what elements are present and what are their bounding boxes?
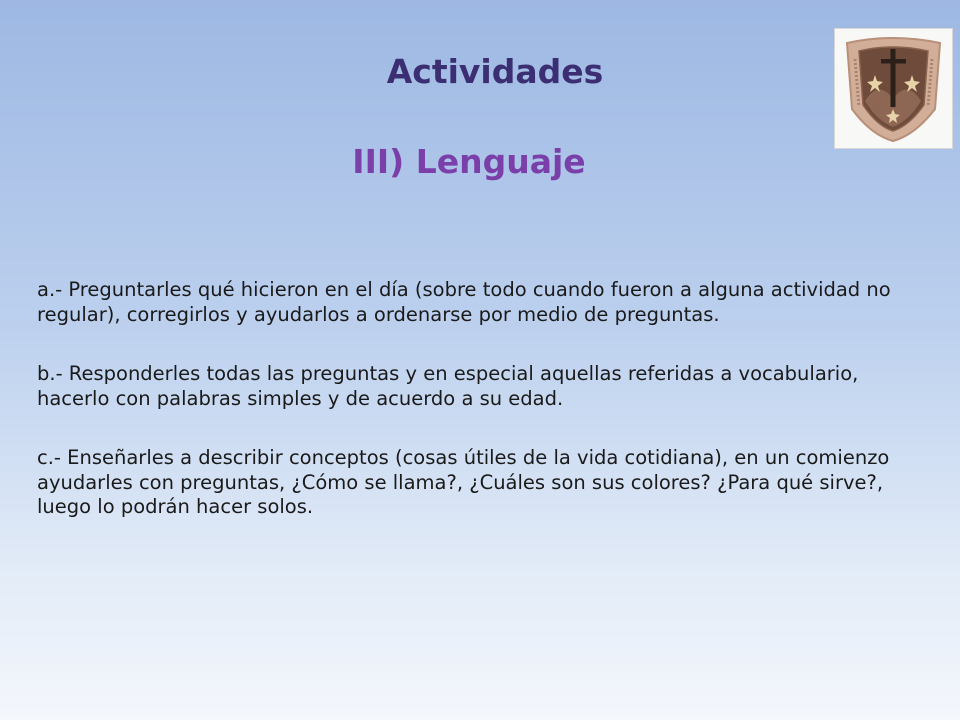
slide-title: Actividades [386,52,604,91]
school-logo [834,28,953,149]
school-crest-icon [835,29,952,148]
activity-item-c: c.- Enseñarles a describir conceptos (cosas útiles de la vida cotidiana), en un comienzo ayudarles con preguntas, ¿Cómo se llama?, ¿Cuáles son sus colores? ¿Para qué sirve?, luego lo podrán hacer solos. [37,446,890,519]
activity-item-b: b.- Responderles todas las preguntas y en especial aquellas referidas a vocabulario, hacerlo con palabras simples y de acuerdo a su edad. [37,362,859,410]
slide-subtitle: III) Lenguaje [352,142,586,181]
activities-list [37,278,917,555]
activity-item-a: a.- Preguntarles qué hicieron en el día (sobre todo cuando fueron a alguna actividad no regular), corregirlos y ayudarlos a ordenarse por medio de preguntas. [37,278,891,326]
